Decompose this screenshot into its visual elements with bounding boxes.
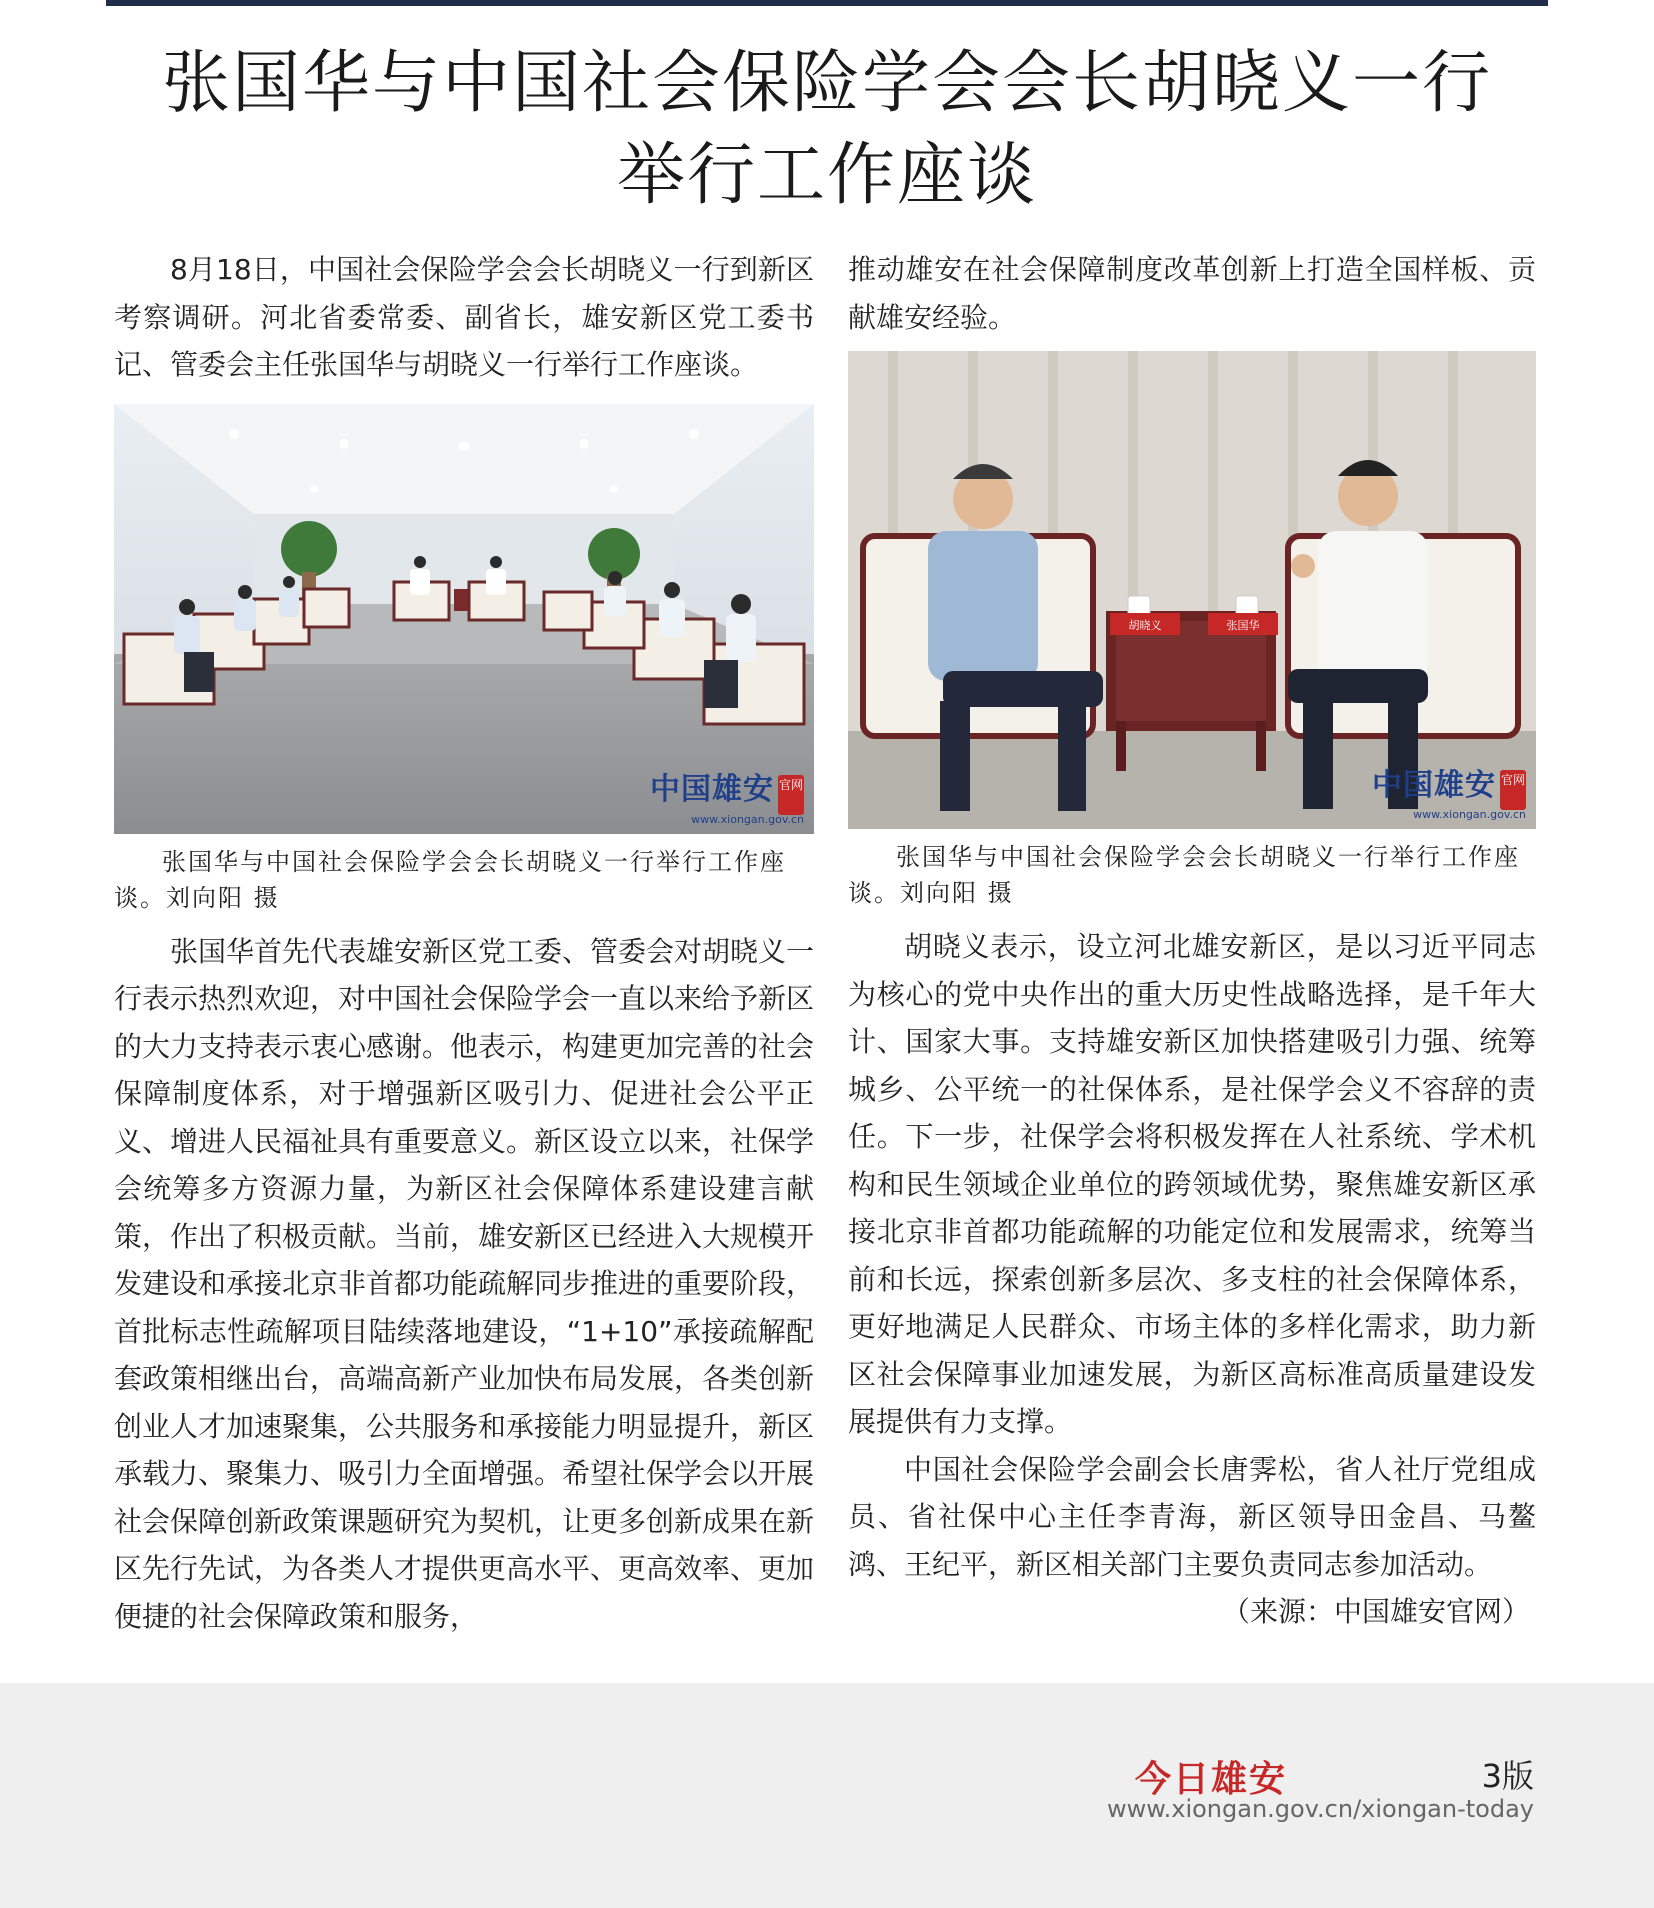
photo-watermark — [650, 764, 804, 826]
photo-watermark — [1372, 760, 1526, 822]
footer — [0, 1683, 1654, 1908]
watermark-url: www.xiongan.gov.cn — [1413, 808, 1526, 821]
watermark-seal: 官网 — [1500, 770, 1526, 810]
footer-logo: 今日雄安 — [1135, 1758, 1288, 1800]
watermark-logo: 中国雄安 — [1372, 767, 1496, 803]
body-paragraph: 胡晓义表示，设立河北雄安新区，是以习近平同志为核心的党中央作出的重大历史性战略选择，是千年大计、国家大事。支持雄安新区加快搭建吸引力强、统筹城乡、公平统一的社保体系，是社保学会义不容辞的责任。下一步，社保学会将积极发挥在人社系统、学术机构和民生领域企业单位的跨领域优势，聚焦雄安新区承接北京非首都功能疏解的功能定位和发展需求，统筹当前和长远，探索创新多层次、多支柱的社会保障体系，更好地满足人民群众、市场主体的多样化需求，助力新区社会保障事业加速发展，为新区高标准高质量建设发展提供有力支撑。 — [848, 930, 1536, 1438]
left-column — [114, 246, 814, 1640]
body-paragraph: 张国华首先代表雄安新区党工委、管委会对胡晓义一行表示热烈欢迎，对中国社会保险学会一直以来给予新区的大力支持表示衷心感谢。他表示，构建更加完善的社会保障制度体系，对于增强新区吸引力、促进社会公平正义、增进人民福祉具有重要意义。新区设立以来，社保学会统筹多方资源力量，为新区社会保障体系建设建言献策，作出了积极贡献。当前，雄安新区已经进入大规模开发建设和承接北京非首都功能疏解同步推进的重要阶段，首批标志性疏解项目陆续落地建设，“1+10”承接疏解配套政策相继出台，高端高新产业加快布局发展，各类创新创业人才加速聚集，公共服务和承接能力明显提升，新区承载力、聚集力、吸引力全面增强。希望社保学会以开展社会保障创新政策课题研究为契机，让更多创新成果在新区先行先试，为各类人才提供更高水平、更高效率、更加便捷的社会保障政策和服务， — [114, 934, 815, 1633]
right-column — [848, 246, 1536, 1636]
headline-line-1: 张国华与中国社会保险学会会长胡晓义一行 — [161, 44, 1492, 123]
two-person-meeting-illustration — [848, 351, 1536, 829]
watermark-seal: 官网 — [778, 775, 804, 815]
nameplate-right-text: 张国华 — [1226, 619, 1260, 632]
left-person — [928, 531, 1038, 681]
intro-paragraph: 8月18日，中国社会保险学会会长胡晓义一行到新区考察调研。河北省委常委、副省长，雄安新区党工委书记、管委会主任张国华与胡晓义一行举行工作座谈。 — [114, 253, 814, 381]
attendees-paragraph: 中国社会保险学会副会长唐霁松，省人社厅党组成员、省社保中心主任李青海，新区领导田金昌、马鳌鸿、王纪平，新区相关部门主要负责同志参加活动。 — [848, 1452, 1536, 1581]
photo-caption: 张国华与中国社会保险学会会长胡晓义一行举行工作座谈。刘向阳 摄 — [848, 843, 1520, 907]
right-person — [1318, 531, 1428, 681]
top-rule — [106, 0, 1548, 6]
source-credit: （来源：中国雄安官网） — [1221, 1595, 1530, 1628]
meeting-room-photo — [114, 404, 814, 834]
watermark-logo: 中国雄安 — [650, 772, 774, 807]
footer-url: www.xiongan.gov.cn/xiongan-today — [1106, 1795, 1534, 1823]
watermark-url: www.xiongan.gov.cn — [691, 812, 804, 826]
continued-paragraph: 推动雄安在社会保障制度改革创新上打造全国样板、贡献雄安经验。 — [848, 253, 1536, 334]
page-number: 3版 — [1481, 1757, 1534, 1795]
nameplate-left-text: 胡晓义 — [1128, 619, 1162, 632]
two-person-meeting-photo — [848, 351, 1536, 829]
headline-line-2: 举行工作座谈 — [616, 136, 1037, 215]
photo-caption: 张国华与中国社会保险学会会长胡晓义一行举行工作座谈。刘向阳 摄 — [114, 847, 786, 912]
headline — [106, 38, 1548, 222]
